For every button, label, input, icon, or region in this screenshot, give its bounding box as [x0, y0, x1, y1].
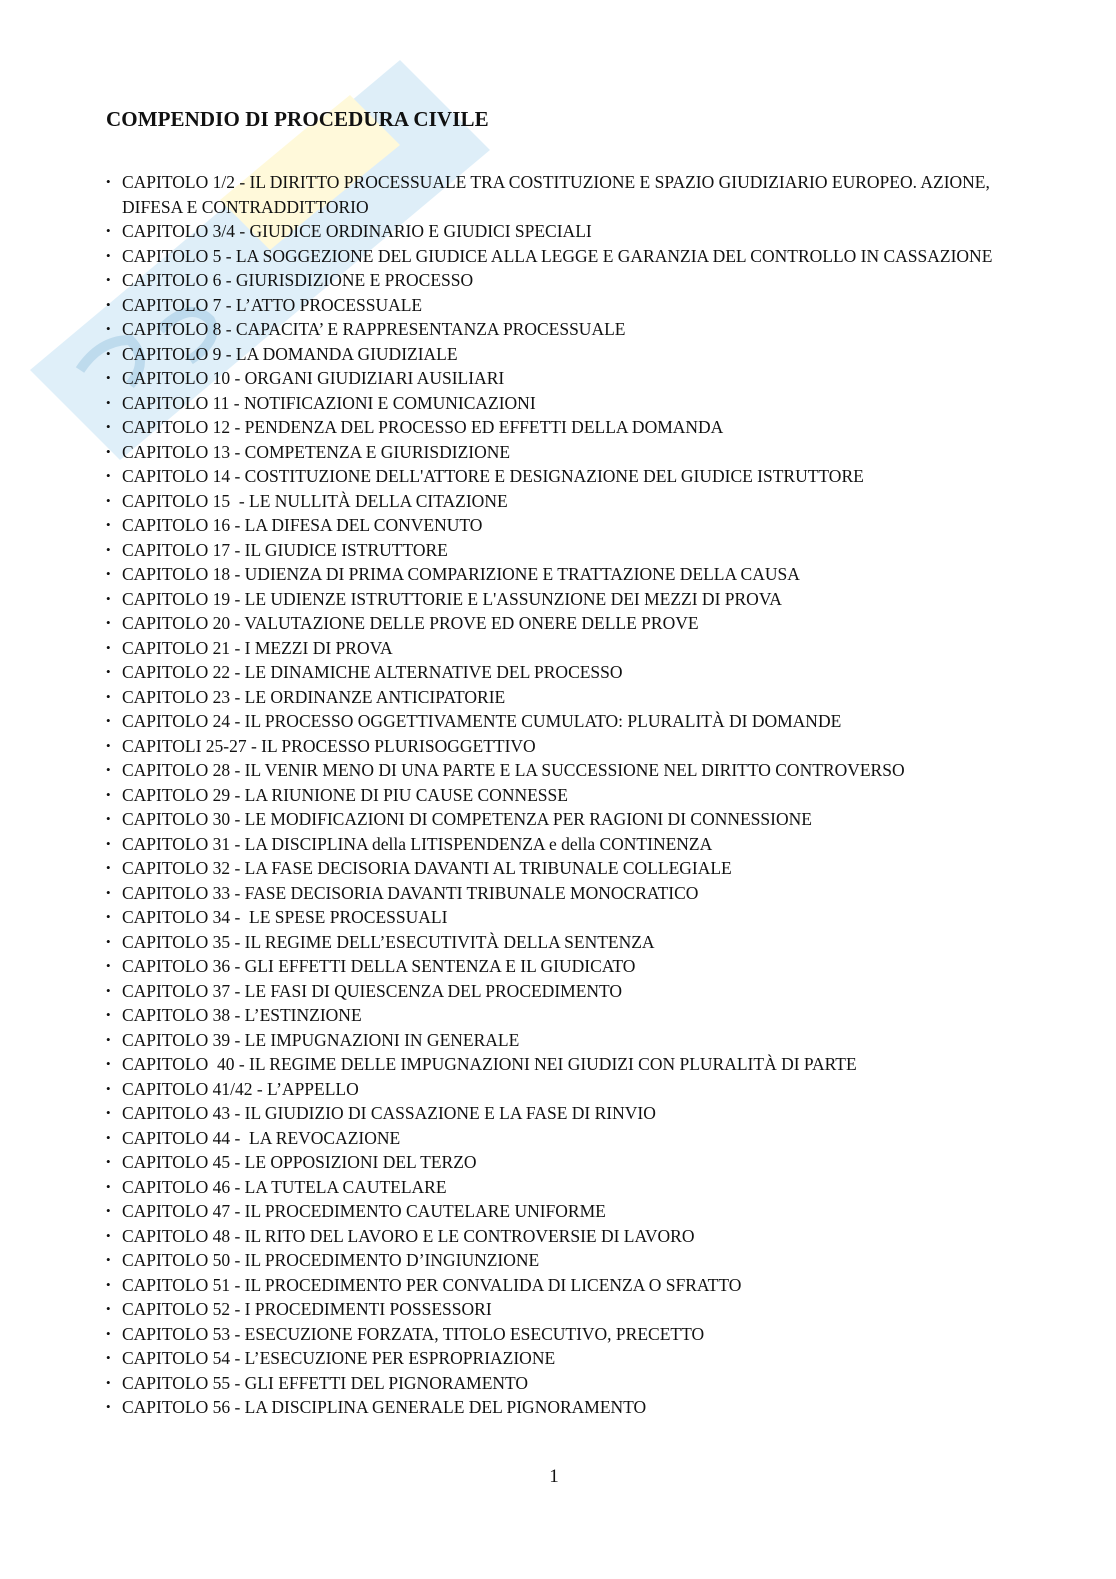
toc-item: • CAPITOLO 40 - IL REGIME DELLE IMPUGNAZIONI NEI GIUDIZI CON PLURALITÀ DI PARTE [106, 1052, 1006, 1077]
toc-item: • CAPITOLO 28 - IL VENIR MENO DI UNA PARTE E LA SUCCESSIONE NEL DIRITTO CONTROVERSO [106, 758, 1006, 783]
toc-item: • CAPITOLO 15 - LE NULLITÀ DELLA CITAZIONE [106, 489, 1006, 514]
toc-item: • CAPITOLO 52 - I PROCEDIMENTI POSSESSORI [106, 1297, 1006, 1322]
toc-item: • CAPITOLO 29 - LA RIUNIONE DI PIU CAUSE CONNESSE [106, 783, 1006, 808]
toc-item: • CAPITOLO 39 - LE IMPUGNAZIONI IN GENERALE [106, 1028, 1006, 1053]
toc-item: • CAPITOLO 12 - PENDENZA DEL PROCESSO ED EFFETTI DELLA DOMANDA [106, 415, 1006, 440]
toc-item: • CAPITOLO 11 - NOTIFICAZIONI E COMUNICAZIONI [106, 391, 1006, 416]
toc-item: • CAPITOLO 16 - LA DIFESA DEL CONVENUTO [106, 513, 1006, 538]
toc-item: • CAPITOLO 24 - IL PROCESSO OGGETTIVAMENTE CUMULATO: PLURALITÀ DI DOMANDE [106, 709, 1006, 734]
toc-item: • CAPITOLO 55 - GLI EFFETTI DEL PIGNORAMENTO [106, 1371, 1006, 1396]
toc-item: • CAPITOLO 1/2 - IL DIRITTO PROCESSUALE TRA COSTITUZIONE E SPAZIO GIUDIZIARIO EUROPEO. AZIONE, DIFESA E CONTRADDITTORIO [106, 170, 1006, 219]
toc-item: • CAPITOLO 30 - LE MODIFICAZIONI DI COMPETENZA PER RAGIONI DI CONNESSIONE [106, 807, 1006, 832]
page-title: COMPENDIO DI PROCEDURA CIVILE [106, 107, 489, 131]
toc-item: • CAPITOLO 22 - LE DINAMICHE ALTERNATIVE DEL PROCESSO [106, 660, 1006, 685]
toc-item: • CAPITOLO 19 - LE UDIENZE ISTRUTTORIE E L'ASSUNZIONE DEI MEZZI DI PROVA [106, 587, 1006, 612]
toc-item: • CAPITOLO 48 - IL RITO DEL LAVORO E LE CONTROVERSIE DI LAVORO [106, 1224, 1006, 1249]
toc-item: • CAPITOLI 25-27 - IL PROCESSO PLURISOGGETTIVO [106, 734, 1006, 759]
toc-item: • CAPITOLO 56 - LA DISCIPLINA GENERALE DEL PIGNORAMENTO [106, 1395, 1006, 1420]
toc-item: • CAPITOLO 10 - ORGANI GIUDIZIARI AUSILIARI [106, 366, 1006, 391]
toc-item: • CAPITOLO 14 - COSTITUZIONE DELL'ATTORE E DESIGNAZIONE DEL GIUDICE ISTRUTTORE [106, 464, 1006, 489]
toc-item: • CAPITOLO 50 - IL PROCEDIMENTO D’INGIUNZIONE [106, 1248, 1006, 1273]
toc-item: • CAPITOLO 8 - CAPACITA’ E RAPPRESENTANZA PROCESSUALE [106, 317, 1006, 342]
toc-item: • CAPITOLO 51 - IL PROCEDIMENTO PER CONVALIDA DI LICENZA O SFRATTO [106, 1273, 1006, 1298]
toc-item: • CAPITOLO 17 - IL GIUDICE ISTRUTTORE [106, 538, 1006, 563]
table-of-contents [106, 170, 1006, 1420]
toc-item: • CAPITOLO 45 - LE OPPOSIZIONI DEL TERZO [106, 1150, 1006, 1175]
toc-item: • CAPITOLO 23 - LE ORDINANZE ANTICIPATORIE [106, 685, 1006, 710]
toc-item: • CAPITOLO 53 - ESECUZIONE FORZATA, TITOLO ESECUTIVO, PRECETTO [106, 1322, 1006, 1347]
toc-item: • CAPITOLO 36 - GLI EFFETTI DELLA SENTENZA E IL GIUDICATO [106, 954, 1006, 979]
toc-item: • CAPITOLO 38 - L’ESTINZIONE [106, 1003, 1006, 1028]
toc-item: • CAPITOLO 21 - I MEZZI DI PROVA [106, 636, 1006, 661]
toc-item: • CAPITOLO 43 - IL GIUDIZIO DI CASSAZIONE E LA FASE DI RINVIO [106, 1101, 1006, 1126]
toc-item: • CAPITOLO 13 - COMPETENZA E GIURISDIZIONE [106, 440, 1006, 465]
toc-item: • CAPITOLO 5 - LA SOGGEZIONE DEL GIUDICE ALLA LEGGE E GARANZIA DEL CONTROLLO IN CASSAZIONE [106, 244, 1006, 269]
toc-item: • CAPITOLO 46 - LA TUTELA CAUTELARE [106, 1175, 1006, 1200]
toc-item: • CAPITOLO 7 - L’ATTO PROCESSUALE [106, 293, 1006, 318]
toc-item: • CAPITOLO 47 - IL PROCEDIMENTO CAUTELARE UNIFORME [106, 1199, 1006, 1224]
toc-item: • CAPITOLO 18 - UDIENZA DI PRIMA COMPARIZIONE E TRATTAZIONE DELLA CAUSA [106, 562, 1006, 587]
toc-item: • CAPITOLO 37 - LE FASI DI QUIESCENZA DEL PROCEDIMENTO [106, 979, 1006, 1004]
page-number: 1 [549, 1466, 559, 1487]
toc-item: • CAPITOLO 20 - VALUTAZIONE DELLE PROVE ED ONERE DELLE PROVE [106, 611, 1006, 636]
toc-item: • CAPITOLO 44 - LA REVOCAZIONE [106, 1126, 1006, 1151]
toc-item: • CAPITOLO 54 - L’ESECUZIONE PER ESPROPRIAZIONE [106, 1346, 1006, 1371]
toc-item: • CAPITOLO 32 - LA FASE DECISORIA DAVANTI AL TRIBUNALE COLLEGIALE [106, 856, 1006, 881]
toc-item: • CAPITOLO 9 - LA DOMANDA GIUDIZIALE [106, 342, 1006, 367]
toc-item: • CAPITOLO 33 - FASE DECISORIA DAVANTI TRIBUNALE MONOCRATICO [106, 881, 1006, 906]
toc-item: • CAPITOLO 31 - LA DISCIPLINA della LITISPENDENZA e della CONTINENZA [106, 832, 1006, 857]
toc-item: • CAPITOLO 41/42 - L’APPELLO [106, 1077, 1006, 1102]
toc-item: • CAPITOLO 6 - GIURISDIZIONE E PROCESSO [106, 268, 1006, 293]
toc-item: • CAPITOLO 3/4 - GIUDICE ORDINARIO E GIUDICI SPECIALI [106, 219, 1006, 244]
toc-item: • CAPITOLO 34 - LE SPESE PROCESSUALI [106, 905, 1006, 930]
toc-item: • CAPITOLO 35 - IL REGIME DELL’ESECUTIVITÀ DELLA SENTENZA [106, 930, 1006, 955]
